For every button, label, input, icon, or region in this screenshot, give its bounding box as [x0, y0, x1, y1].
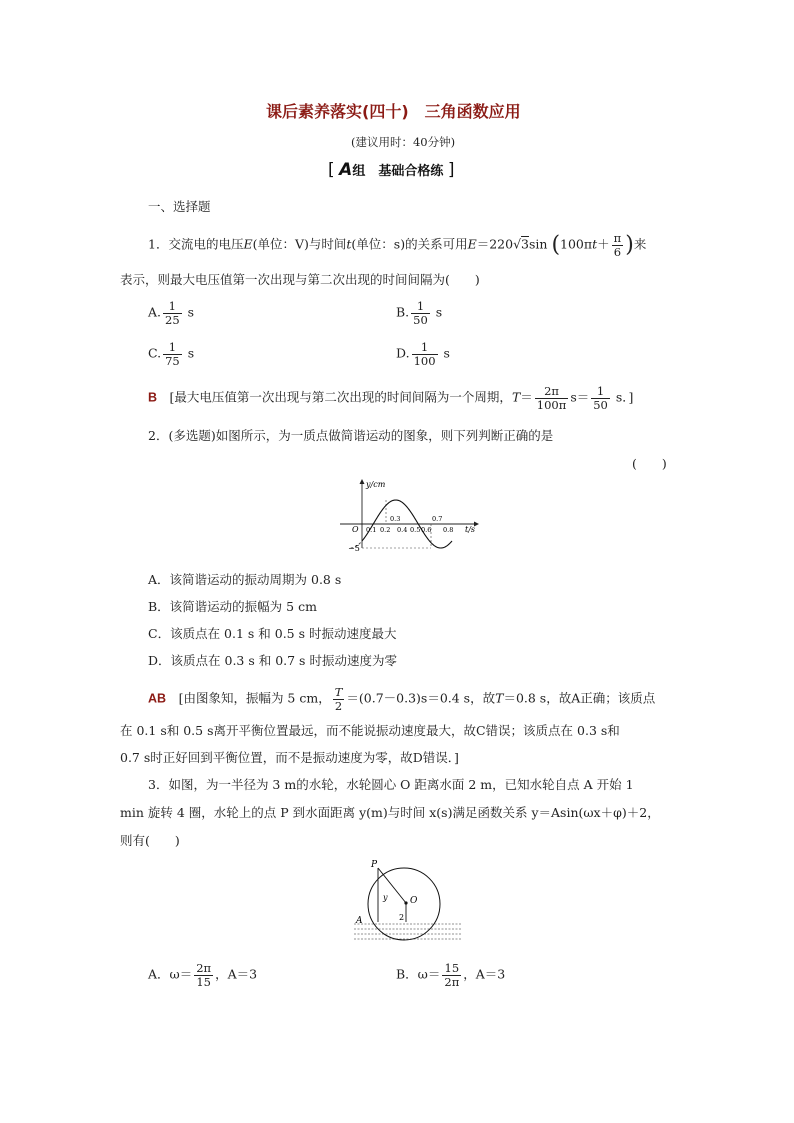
q1-arg: 100π [560, 236, 593, 252]
q1-eq-lhs: E [467, 236, 477, 252]
y-axis-label: y/cm [366, 480, 386, 489]
q2-graph [336, 478, 486, 558]
q3-option-b-num: 15 [442, 962, 461, 976]
two-label: 2 [399, 913, 405, 922]
center-point [404, 901, 407, 904]
q1-option-a [148, 300, 194, 326]
q3-option-a-den: 15 [196, 974, 211, 989]
q2-stem: 2．(多选题)如图所示，为一质点做简谐运动的图象，则下列判断正确的是 [148, 428, 554, 443]
point-p-label: P [371, 860, 378, 870]
q3-line2: min 旋转 4 圈，水轮上的点 P 到水面距离 y(m)与时间 x(s)满足函数关系 y＝Asin(ωx＋φ)＋2， [120, 805, 660, 820]
q1-solution-text: [最大电压值第一次出现与第二次出现的时间间隔为一个周期， [169, 389, 512, 405]
q2-solution-c: ＝0.8 s，故A正确；该质点 [503, 690, 656, 706]
q2-solution-frac-num: T [334, 685, 343, 699]
q1-option-d-frac [412, 341, 438, 367]
q1-var-e: E [243, 236, 253, 252]
q1-option-a-letter: A. [148, 304, 162, 320]
y-label: y [383, 893, 388, 902]
q1-option-c-den: 75 [165, 353, 180, 368]
q1-text-b: (单位：V)与时间 [252, 236, 347, 252]
q2-paren: ( ) [632, 456, 667, 471]
group-bracket-right: ] [447, 160, 455, 180]
q2-solution-line2: 在 0.1 s和 0.5 s离开平衡位置最远，而不能说振动速度最大，故C错误；该质点在 0.3 s和 [120, 723, 620, 738]
x-axis-label: t/s [465, 525, 476, 534]
q1-option-b-frac [411, 300, 430, 326]
q1-option-d [396, 341, 450, 367]
q1-solution-f1-num: 2π [535, 385, 569, 399]
q1-text-c: (单位：s)的关系可用 [351, 236, 468, 252]
tick-label-0-2: 0.2 [380, 526, 391, 534]
point-o-label: O [410, 896, 418, 906]
q1-arg-t: t [592, 236, 598, 252]
q1-solution-end: s．] [615, 389, 634, 405]
tick-label-0-1: 0.1 [366, 526, 377, 534]
q3-option-b [396, 962, 505, 988]
q2-option-c: C．该质点在 0.1 s 和 0.5 s 时振动速度最大 [148, 626, 397, 641]
q1-plus: ＋ [597, 236, 610, 252]
q1-pi-den: 6 [613, 244, 622, 259]
q1-solution-eq: ＝ [520, 389, 533, 405]
q1-option-a-den: 25 [165, 312, 180, 327]
origin-label: O [352, 525, 359, 534]
q1-text-a: 1．交流电的电压 [148, 236, 244, 252]
q2-solution-t: T [495, 690, 504, 706]
q1-solution-frac2 [591, 385, 610, 411]
group-heading [328, 160, 455, 180]
q3-option-a [148, 962, 257, 988]
q1-sqrt: √3 [513, 236, 529, 252]
tick-label-0-4: 0.4 [397, 526, 408, 534]
q1-option-b-letter: B. [396, 304, 410, 320]
q1-stem-line1 [148, 232, 646, 258]
q1-solution-f2-num: 1 [591, 385, 610, 399]
q1-stem-line2: 表示，则最大电压值第一次出现与第二次出现的时间间隔为( ) [120, 272, 480, 287]
q1-option-d-letter: D. [396, 345, 410, 361]
q3-option-a-pre: A．ω＝ [148, 966, 193, 982]
q1-option-a-num: 1 [163, 300, 182, 314]
q1-solution-f2-den: 50 [593, 397, 608, 412]
q1-eq-mid: ＝220 [476, 236, 514, 252]
q1-pi-fraction [612, 232, 624, 258]
q1-paren-open: ( [551, 232, 561, 258]
q3-option-b-pre: B．ω＝ [396, 966, 441, 982]
q1-option-c-frac [163, 341, 182, 367]
label-0-3: 0.3 [390, 515, 401, 523]
q1-option-a-unit: s [187, 304, 195, 320]
q1-option-d-num: 1 [412, 341, 438, 355]
q1-solution-mid: s＝ [570, 389, 590, 405]
group-label: 组 基础合格练 [352, 164, 444, 179]
q3-option-a-post: ，A＝3 [215, 966, 258, 982]
q1-option-b-den: 50 [413, 312, 428, 327]
label-0-7: 0.7 [432, 515, 443, 523]
q1-option-b-num: 1 [411, 300, 430, 314]
suggested-time: (建议用时：40分钟) [351, 135, 456, 149]
q2-answer: AB [148, 691, 167, 706]
q1-paren-close: ) [625, 232, 634, 258]
tick-label-0-8: 0.8 [443, 526, 454, 534]
q2-solution-a: [由图象知，振幅为 5 cm， [178, 690, 331, 706]
q2-option-a: A．该简谐运动的振动周期为 0.8 s [148, 572, 342, 587]
q1-option-a-frac [163, 300, 182, 326]
point-a-label: A [356, 916, 363, 926]
q3-option-b-den: 2π [444, 974, 460, 989]
q1-option-b [396, 300, 442, 326]
q1-option-d-den: 100 [413, 353, 436, 368]
q1-solution [148, 385, 633, 411]
q1-option-b-unit: s [435, 304, 443, 320]
q2-solution-line3: 0.7 s时正好回到平衡位置，而不是振动速度为零，故D错误．] [120, 750, 459, 765]
q1-answer: B [148, 390, 158, 405]
q2-option-d: D．该质点在 0.3 s 和 0.7 s 时振动速度为零 [148, 653, 397, 668]
q1-var-t: t [346, 236, 352, 252]
page-title: 课后素养落实(四十) 三角函数应用 [266, 102, 521, 121]
tick-label-0-6: 0.6 [421, 526, 432, 534]
q2-solution-frac-den: 2 [334, 698, 343, 713]
q3-option-a-num: 2π [196, 961, 212, 975]
q3-line1: 3．如图，为一半径为 3 m的水轮，水轮圆心 O 距离水面 2 m，已知水轮自点 A 开始 1 [148, 777, 634, 792]
q1-option-c-num: 1 [163, 341, 182, 355]
q1-pi-num: π [613, 231, 622, 245]
q2-solution-b: ＝(0.7－0.3)s＝0.4 s，故 [346, 690, 496, 706]
q2-option-b: B．该简谐运动的振幅为 5 cm [148, 599, 317, 614]
q1-solution-f1-den: 100π [536, 397, 567, 412]
group-bracket-left: [ [328, 160, 335, 180]
q1-solution-frac1 [535, 385, 569, 411]
q3-option-b-frac [442, 962, 461, 988]
y-axis-arrow [360, 479, 365, 484]
q3-option-a-frac [194, 962, 213, 988]
q3-line3: 则有( ) [120, 833, 180, 848]
q1-option-c [148, 341, 194, 367]
group-letter: A [339, 160, 353, 180]
amp-neg-label: −5 [348, 544, 360, 553]
q2-solution-frac [333, 686, 345, 712]
q1-solution-t: T [511, 389, 521, 405]
q1-option-c-unit: s [187, 345, 195, 361]
water-wheel-figure [348, 858, 468, 953]
section-label: 一、选择题 [148, 199, 211, 214]
q3-option-b-post: ，A＝3 [463, 966, 506, 982]
q1-text-d: 来 [633, 236, 647, 252]
q2-solution-line1 [148, 686, 655, 712]
q1-option-d-unit: s [443, 345, 450, 361]
tick-label-0-5: 0.5 [410, 526, 421, 534]
q1-option-c-letter: C. [148, 345, 162, 361]
q1-sin: sin [528, 236, 548, 252]
q1-sqrt-3: 3 [521, 236, 529, 252]
